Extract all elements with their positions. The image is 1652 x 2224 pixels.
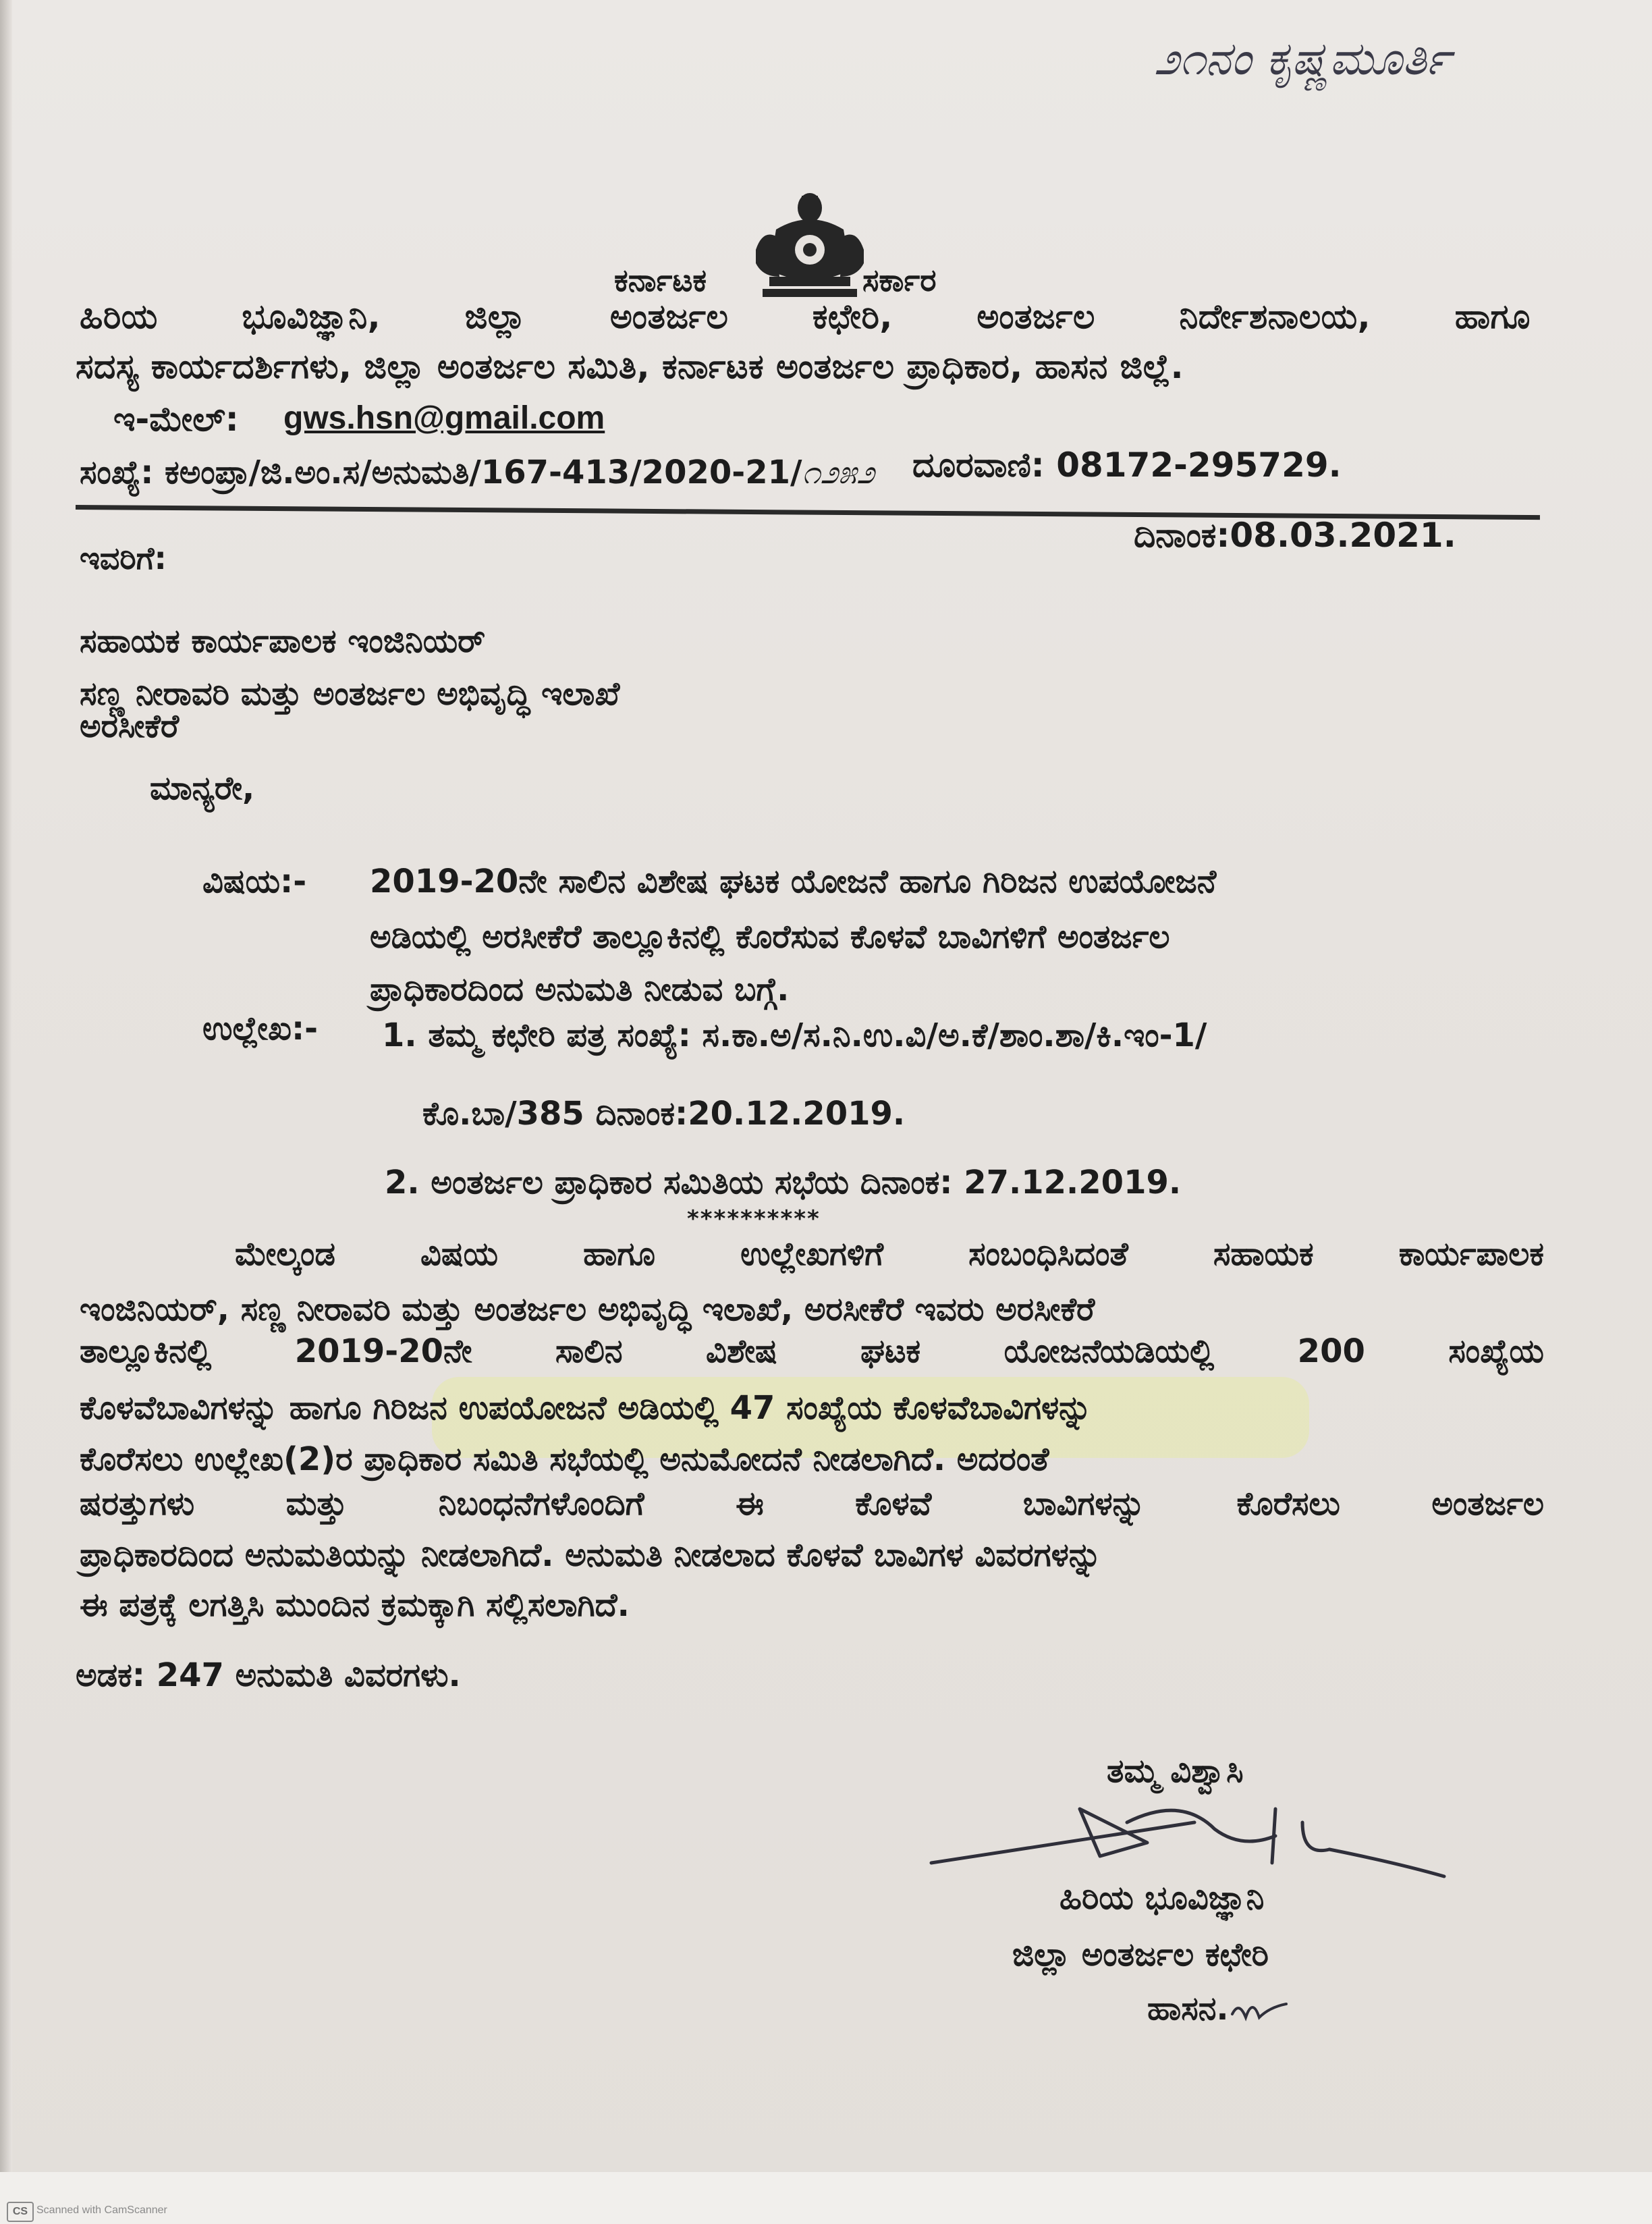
body-line-1: [80, 1235, 1544, 1274]
body-word: ಸಂಬಂಧಿಸಿದಂತೆ: [968, 1235, 1128, 1273]
body-line-4: ಕೊಳವೆಬಾವಿಗಳನ್ನು ಹಾಗೂ ಗಿರಿಜನ ಉಪಯೋಜನೆ ಅಡಿಯಲ್ಲಿ 47 ಸಂಖ್ಯೆಯ ಕೊಳವೆಬಾವಿಗಳನ್ನು: [80, 1389, 1092, 1427]
subject-label: ವಿಷಯ:-: [202, 863, 307, 900]
body-word: ಕೊಳವೆ: [855, 1485, 932, 1523]
header-word: ಜಿಲ್ಲಾ: [464, 297, 526, 336]
header-word: ಹಿರಿಯ: [80, 297, 158, 336]
government-label-left: ಕರ್ನಾಟಕ: [614, 262, 707, 298]
camscanner-watermark: Scanned with CamScanner: [36, 2204, 167, 2216]
body-line-7: ಪ್ರಾಧಿಕಾರದಿಂದ ಅನುಮತಿಯನ್ನು ನೀಡಲಾಗಿದೆ. ಅನುಮತಿ ನೀಡಲಾದ ಕೊಳವೆ ಬಾವಿಗಳ ವಿವರಗಳನ್ನು: [80, 1536, 1102, 1574]
recipient-line-1: ಸಹಾಯಕ ಕಾರ್ಯಪಾಲಕ ಇಂಜಿನಿಯರ್: [80, 622, 486, 660]
yours-faithfully: ತಮ್ಮ ವಿಶ್ವಾಸಿ: [1107, 1752, 1244, 1790]
header-word: ನಿರ್ದೇಶನಾಲಯ,: [1179, 297, 1371, 336]
phone-number: ದೂರವಾಣಿ: 08172-295729.: [912, 445, 1342, 485]
email-label: ಇ-ಮೇಲ್:: [113, 400, 239, 439]
office-header-line-2: ಸದಸ್ಯ ಕಾರ್ಯದರ್ಶಿಗಳು, ಜಿಲ್ಲಾ ಅಂತರ್ಜಲ ಸಮಿತಿ, ಕರ್ನಾಟಕ ಅಂತರ್ಜಲ ಪ್ರಾಧಿಕಾರ, ಹಾಸನ ಜಿಲ್ಲೆ.: [76, 347, 1184, 386]
subject-line-3: ಪ್ರಾಧಿಕಾರದಿಂದ ಅನುಮತಿ ನೀಡುವ ಬಗ್ಗೆ.: [370, 971, 790, 1008]
reference-1-line-1: 1. ತಮ್ಮ ಕಛೇರಿ ಪತ್ರ ಸಂಖ್ಯೆ: ಸ.ಕಾ.ಅ/ಸ.ನಿ.ಉ.ವಿ/ಅ.ಕೆ/ಶಾಂ.ಶಾ/ಕಿ.ಇಂ-1/: [382, 1016, 1207, 1054]
reference-1-line-2: ಕೊ.ಬಾ/385 ದಿನಾಂಕ:20.12.2019.: [422, 1095, 906, 1133]
initials-scribble: [1229, 1994, 1290, 2028]
signatory-place-text: ಹಾಸನ.: [1147, 1990, 1229, 2028]
header-word: ಹಾಗೂ: [1454, 297, 1531, 336]
karnataka-emblem-icon: [749, 189, 871, 304]
scan-bottom-band: [0, 2172, 1652, 2224]
recipient-line-2: ಸಣ್ಣ ನೀರಾವರಿ ಮತ್ತು ಅಂತರ್ಜಲ ಅಭಿವೃದ್ಧಿ ಇಲಾಖೆ: [80, 675, 620, 713]
signatory-designation: ಹಿರಿಯ ಭೂವಿಜ್ಞಾನಿ: [1059, 1879, 1265, 1917]
body-line-5: ಕೊರೆಸಲು ಉಲ್ಲೇಖ(2)ರ ಪ್ರಾಧಿಕಾರ ಸಮಿತಿ ಸಭೆಯಲ್ಲಿ ಅನುಮೋದನೆ ನೀಡಲಾಗಿದೆ. ಅದರಂತೆ: [80, 1440, 1049, 1478]
email-link[interactable]: gws.hsn@gmail.com: [283, 400, 605, 436]
separator-stars: **********: [687, 1205, 821, 1232]
body-word: ಮೇಲ್ಕಂಡ: [235, 1235, 335, 1273]
reference-number-text: ಸಂಖ್ಯೆ: ಕಅಂಪ್ರಾ/ಜಿ.ಅಂ.ಸ/ಅನುಮತಿ/167-413/2020-21/: [80, 454, 802, 491]
body-word: ತಾಲ್ಲೂಕಿನಲ್ಲಿ: [80, 1332, 212, 1370]
recipient-line-3: ಅರಸೀಕೆರೆ: [80, 707, 180, 745]
body-word: ಬಾವಿಗಳನ್ನು: [1022, 1485, 1145, 1523]
body-word: ಸಂಖ್ಯೆಯ: [1448, 1332, 1544, 1370]
body-word: ಮತ್ತು: [285, 1485, 348, 1523]
body-word: ಯೋಜನೆಯಡಿಯಲ್ಲಿ: [1003, 1332, 1215, 1370]
signatory-office: ಜಿಲ್ಲಾ ಅಂತರ್ಜಲ ಕಛೇರಿ: [1012, 1936, 1269, 1974]
body-word: ಅಂತರ್ಜಲ: [1431, 1485, 1544, 1523]
signatory-place: [1147, 1990, 1290, 2028]
body-word: ಈ: [736, 1485, 764, 1523]
letter-date: ದಿನಾಂಕ:08.03.2021.: [1134, 516, 1456, 555]
body-word: ಉಲ್ಲೇಖಗಳಿಗೆ: [740, 1235, 884, 1273]
body-word: ಸಾಲಿನ: [555, 1332, 623, 1370]
body-word: 200: [1297, 1332, 1365, 1370]
subject-line-1: 2019-20ನೇ ಸಾಲಿನ ವಿಶೇಷ ಘಟಕ ಯೋಜನೆ ಹಾಗೂ ಗಿರಿಜನ ಉಪಯೋಜನೆ: [370, 863, 1217, 900]
body-word: ಘಟಕ: [860, 1332, 921, 1370]
to-label: ಇವರಿಗೆ:: [80, 540, 167, 576]
header-word: ಕಛೇರಿ,: [812, 297, 893, 336]
reference-number-handwritten: ೧೨೫೨: [802, 454, 875, 491]
body-word: ವಿಶೇಷ: [706, 1332, 777, 1370]
reference-label: ಉಲ್ಲೇಖ:-: [202, 1010, 319, 1048]
government-label-right: ಸರ್ಕಾರ: [862, 262, 937, 298]
salutation: ಮಾನ್ಯರೇ,: [150, 769, 255, 807]
header-word: ಅಂತರ್ಜಲ: [609, 297, 729, 336]
camscanner-logo-icon: CS: [7, 2202, 34, 2222]
body-word: ಷರತ್ತುಗಳು: [80, 1485, 195, 1523]
office-header-line-1: [80, 297, 1531, 337]
reference-2: 2. ಅಂತರ್ಜಲ ಪ್ರಾಧಿಕಾರ ಸಮಿತಿಯ ಸಭೆಯ ದಿನಾಂಕ: 27.12.2019.: [385, 1164, 1182, 1201]
header-word: ಅಂತರ್ಜಲ: [976, 297, 1095, 336]
handwritten-top-note: ೨೧ನಂ ಕೃಷ್ಣಮೂರ್ತಿ: [1154, 32, 1451, 86]
body-line-3: [80, 1332, 1544, 1371]
body-word: ನಿಬಂಧನೆಗಳೊಂದಿಗೆ: [438, 1485, 644, 1523]
body-line-2: ಇಂಜಿನಿಯರ್, ಸಣ್ಣ ನೀರಾವರಿ ಮತ್ತು ಅಂತರ್ಜಲ ಅಭಿವೃದ್ಧಿ ಇಲಾಖೆ, ಅರಸೀಕೆರೆ ಇವರು ಅರಸೀಕೆರೆ: [80, 1291, 1095, 1328]
body-word: ಕೊರೆಸಲು: [1236, 1485, 1340, 1523]
subject-line-2: ಅಡಿಯಲ್ಲಿ ಅರಸೀಕೆರೆ ತಾಲ್ಲೂಕಿನಲ್ಲಿ ಕೊರೆಸುವ ಕೊಳವೆ ಬಾವಿಗಳಿಗೆ ಅಂತರ್ಜಲ: [370, 918, 1170, 956]
body-word: ಹಾಗೂ: [583, 1235, 655, 1273]
enclosure-note: ಅಡಕ: 247 ಅನುಮತಿ ವಿವರಗಳು.: [76, 1656, 461, 1694]
page-edge-shadow: [0, 0, 12, 2224]
body-word: ಕಾರ್ಯಪಾಲಕ: [1398, 1235, 1544, 1273]
letter-reference-number: [80, 454, 875, 492]
header-word: ಭೂವಿಜ್ಞಾನಿ,: [242, 297, 381, 336]
body-word: ವಿಷಯ: [420, 1235, 499, 1273]
body-word: 2019-20ನೇ: [294, 1332, 472, 1370]
body-word: ಸಹಾಯಕ: [1213, 1235, 1314, 1273]
body-line-8: ಈ ಪತ್ರಕ್ಕೆ ಲಗತ್ತಿಸಿ ಮುಂದಿನ ಕ್ರಮಕ್ಕಾಗಿ ಸಲ್ಲಿಸಲಾಗಿದೆ.: [80, 1586, 630, 1624]
body-line-6: [80, 1485, 1544, 1523]
